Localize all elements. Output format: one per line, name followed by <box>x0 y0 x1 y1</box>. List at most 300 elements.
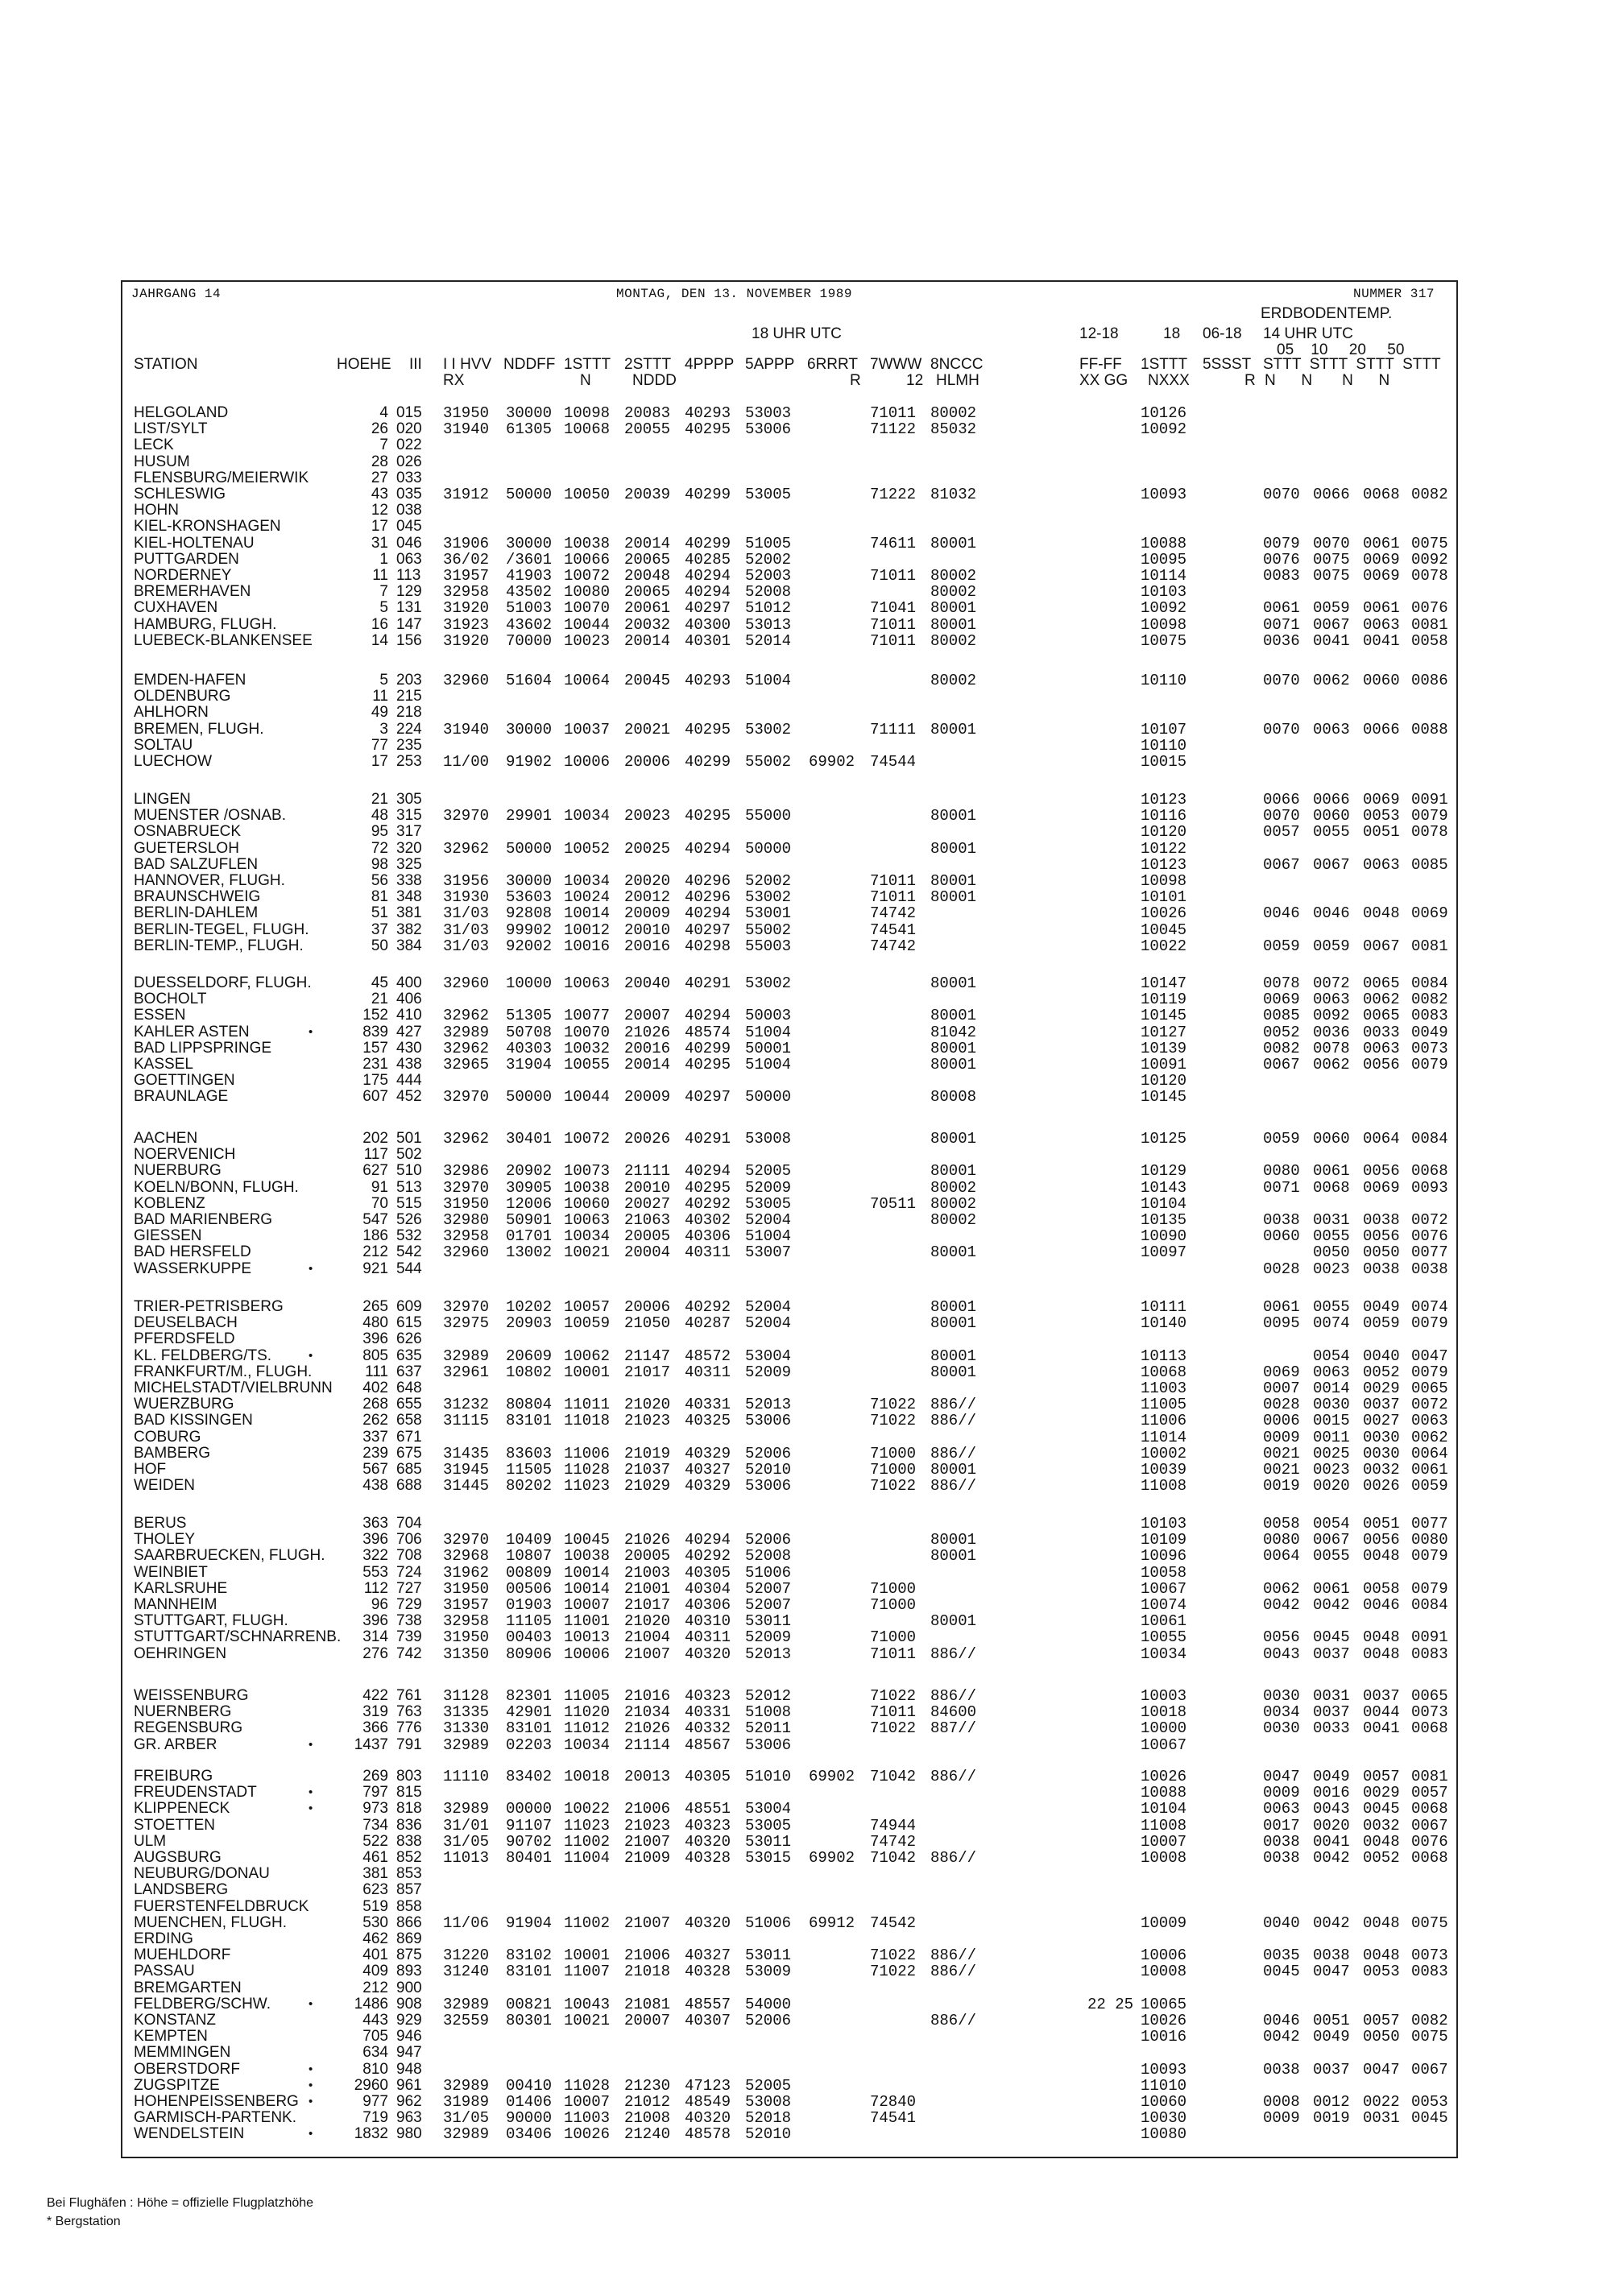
cell-2sttt: 21017 <box>624 1596 671 1614</box>
cell-4pppp: 40297 <box>685 921 731 939</box>
table-row <box>0 1980 1482 1996</box>
cell-1sttt-night: 10061 <box>1141 1612 1187 1630</box>
cell-soil-10: 0055 <box>1313 1227 1350 1245</box>
cell-soil-50: 0080 <box>1411 1531 1448 1549</box>
cell-soil-50: 0077 <box>1411 1243 1448 1261</box>
cell-4pppp: 40299 <box>685 486 731 503</box>
cell-8nccc: 80002 <box>930 672 977 689</box>
cell-nddff: 51003 <box>506 599 553 617</box>
cell-nddff: 10807 <box>506 1547 553 1565</box>
cell-4pppp: 40311 <box>685 1243 731 1261</box>
cell-4pppp: 40301 <box>685 632 731 650</box>
cell-iihvv: 31/01 <box>443 1817 490 1835</box>
station-id: 129 <box>396 583 422 600</box>
cell-soil-20: 0029 <box>1363 1784 1400 1802</box>
station-name: NEUBURG/DONAU <box>134 1865 270 1882</box>
cell-2sttt: 21034 <box>624 1703 671 1721</box>
cell-soil-10: 0037 <box>1313 2061 1350 2079</box>
station-height: 634 <box>362 2044 388 2061</box>
station-name: OEHRINGEN <box>134 1645 227 1662</box>
cell-7www: 74541 <box>870 921 917 939</box>
cell-iihvv: 31920 <box>443 632 490 650</box>
cell-2sttt: 21081 <box>624 1996 671 2013</box>
cell-5appp: 53013 <box>745 616 792 634</box>
table-row <box>0 1785 1482 1801</box>
cell-8nccc: 886// <box>930 1687 977 1705</box>
cell-2sttt: 20014 <box>624 1056 671 1074</box>
cell-soil-05: 0034 <box>1263 1703 1300 1721</box>
cell-5appp: 53004 <box>745 1800 792 1818</box>
cell-1sttt: 10068 <box>564 420 611 438</box>
station-height: 438 <box>362 1477 388 1494</box>
cell-5appp: 53011 <box>745 1833 792 1851</box>
cell-soil-10: 0051 <box>1313 2012 1350 2029</box>
cell-1sttt-night: 10111 <box>1141 1298 1187 1316</box>
table-row <box>0 1963 1482 1980</box>
cell-soil-20: 0069 <box>1363 791 1400 809</box>
cell-4pppp: 48567 <box>685 1736 731 1754</box>
cell-soil-10: 0031 <box>1313 1687 1350 1705</box>
cell-5appp: 53006 <box>745 1736 792 1754</box>
station-id: 022 <box>396 436 422 453</box>
station-height: 21 <box>371 991 388 1007</box>
cell-nddff: 10202 <box>506 1298 553 1316</box>
table-row <box>0 1228 1482 1244</box>
cell-soil-10: 0063 <box>1313 1363 1350 1381</box>
cell-2sttt: 20039 <box>624 486 671 503</box>
table-row <box>0 2045 1482 2061</box>
cell-soil-05: 0076 <box>1263 551 1300 569</box>
cell-iihvv: 32960 <box>443 974 490 992</box>
cell-soil-50: 0079 <box>1411 1056 1448 1074</box>
cell-2sttt: 21023 <box>624 1412 671 1429</box>
cell-iihvv: 31950 <box>443 1628 490 1646</box>
station-id: 203 <box>396 672 422 689</box>
cell-4pppp: 40294 <box>685 840 731 858</box>
station-id: 838 <box>396 1833 422 1850</box>
cell-4pppp: 40299 <box>685 1040 731 1057</box>
station-height: 96 <box>371 1596 388 1613</box>
cell-soil-20: 0037 <box>1363 1687 1400 1705</box>
cell-soil-20: 0022 <box>1363 2093 1400 2111</box>
cell-soil-10: 0054 <box>1313 1515 1350 1533</box>
cell-soil-20: 0068 <box>1363 486 1400 503</box>
cell-5appp: 52002 <box>745 551 792 569</box>
cell-1sttt-night: 10026 <box>1141 2012 1187 2029</box>
cell-8nccc: 80002 <box>930 632 977 650</box>
cell-1sttt: 10007 <box>564 2093 611 2111</box>
cell-2sttt: 21111 <box>624 1162 671 1180</box>
table-row <box>0 1396 1482 1413</box>
cell-soil-05: 0045 <box>1263 1963 1300 1980</box>
cell-soil-05: 0058 <box>1263 1515 1300 1533</box>
cell-5appp: 52007 <box>745 1580 792 1598</box>
cell-1sttt: 10063 <box>564 1211 611 1229</box>
cell-soil-20: 0056 <box>1363 1056 1400 1074</box>
station-id: 526 <box>396 1211 422 1228</box>
cell-1sttt: 10001 <box>564 1946 611 1964</box>
cell-nddff: 80401 <box>506 1849 553 1867</box>
cell-1sttt-night: 11006 <box>1141 1412 1187 1429</box>
cell-2sttt: 20040 <box>624 974 671 992</box>
station-id: 815 <box>396 1784 422 1801</box>
cell-soil-50: 0068 <box>1411 1719 1448 1737</box>
cell-nddff: 90000 <box>506 2109 553 2127</box>
station-name: MANNHEIM <box>134 1596 217 1613</box>
station-id: 961 <box>396 2077 422 2094</box>
table-row <box>0 1299 1482 1315</box>
station-name: STUTTGART, FLUGH. <box>134 1612 288 1629</box>
table-row <box>0 2029 1482 2045</box>
obs-time-heading: 18 UHR UTC <box>752 325 842 342</box>
cell-8nccc: 80001 <box>930 1162 977 1180</box>
cell-iihvv: 31989 <box>443 2093 490 2111</box>
cell-5appp: 51006 <box>745 1914 792 1932</box>
cell-1sttt-night: 10109 <box>1141 1531 1187 1549</box>
footnote-airport: Bei Flughäfen : Höhe = offizielle Flugplatzhöhe <box>47 2196 314 2210</box>
cell-2sttt: 21006 <box>624 1800 671 1818</box>
cell-soil-10: 0023 <box>1313 1260 1350 1278</box>
cell-2sttt: 20005 <box>624 1547 671 1565</box>
station-id: 869 <box>396 1930 422 1947</box>
station-height: 7 <box>379 436 388 453</box>
cell-8nccc: 886// <box>930 1963 977 1980</box>
cell-5appp: 51004 <box>745 1227 792 1245</box>
4pppp-heading: 4PPPP <box>685 356 735 373</box>
nddd-heading: NDDD <box>632 372 677 389</box>
cell-iihvv: 31240 <box>443 1963 490 1980</box>
cell-4pppp: 40328 <box>685 1963 731 1980</box>
station-id: 035 <box>396 486 422 503</box>
cell-5appp: 53011 <box>745 1946 792 1964</box>
table-row <box>0 705 1482 721</box>
cell-1sttt-night: 10104 <box>1141 1800 1187 1818</box>
cell-1sttt: 11006 <box>564 1445 611 1462</box>
cell-soil-20: 0049 <box>1363 1298 1400 1316</box>
station-height: 547 <box>362 1211 388 1228</box>
1sttt-night-heading: 1STTT <box>1141 356 1188 373</box>
cell-5appp: 52014 <box>745 632 792 650</box>
station-height: 719 <box>362 2109 388 2126</box>
station-id: 761 <box>396 1687 422 1704</box>
cell-5appp: 52010 <box>745 1461 792 1479</box>
cell-4pppp: 40307 <box>685 2012 731 2029</box>
cell-8nccc: 81042 <box>930 1024 977 1041</box>
cell-4pppp: 40285 <box>685 551 731 569</box>
cell-1sttt: 10055 <box>564 1056 611 1074</box>
station-id: 501 <box>396 1130 422 1147</box>
cell-4pppp: 40299 <box>685 753 731 771</box>
cell-2sttt: 21114 <box>624 1736 671 1754</box>
cell-soil-50: 0076 <box>1411 1227 1448 1245</box>
cell-2sttt: 21230 <box>624 2077 671 2095</box>
cell-2sttt: 20061 <box>624 599 671 617</box>
cell-2sttt: 20016 <box>624 1040 671 1057</box>
station-name: WEISSENBURG <box>134 1687 249 1704</box>
station-id: 946 <box>396 2028 422 2045</box>
station-name: KAHLER ASTEN <box>134 1024 250 1040</box>
cell-5appp: 52011 <box>745 1719 792 1737</box>
cell-2sttt: 20045 <box>624 672 671 689</box>
station-id: 724 <box>396 1564 422 1581</box>
station-name: AUGSBURG <box>134 1849 222 1866</box>
station-name: ERDING <box>134 1930 193 1947</box>
table-row <box>0 568 1482 584</box>
table-row <box>0 1163 1482 1179</box>
cell-1sttt: 10006 <box>564 1645 611 1663</box>
mountain-marker: • <box>309 1997 313 2011</box>
cell-5appp: 53011 <box>745 1612 792 1630</box>
cell-4pppp: 40329 <box>685 1477 731 1495</box>
cell-soil-10: 0033 <box>1313 1719 1350 1737</box>
cell-iihvv: 32965 <box>443 1056 490 1074</box>
cell-1sttt-night: 10096 <box>1141 1547 1187 1565</box>
station-height: 111 <box>365 1363 388 1380</box>
cell-1sttt-night: 10067 <box>1141 1736 1187 1754</box>
cell-4pppp: 40287 <box>685 1314 731 1332</box>
cell-2sttt: 20012 <box>624 888 671 906</box>
station-name: ESSEN <box>134 1007 186 1024</box>
cell-soil-50: 0083 <box>1411 1963 1448 1980</box>
table-row <box>0 1834 1482 1850</box>
station-name: FREUDENSTADT <box>134 1784 257 1801</box>
table-row <box>0 1429 1482 1446</box>
cell-1sttt-night: 10091 <box>1141 1056 1187 1074</box>
cell-soil-50: 0088 <box>1411 721 1448 738</box>
station-height: 553 <box>362 1564 388 1581</box>
station-name: LUECHOW <box>134 753 213 770</box>
station-name: KONSTANZ <box>134 2012 217 2029</box>
station-id: 410 <box>396 1007 422 1024</box>
station-height: 396 <box>362 1612 388 1629</box>
station-height: 81 <box>371 888 388 905</box>
cell-soil-50: 0049 <box>1411 1024 1448 1041</box>
station-height: 51 <box>371 904 388 921</box>
cell-7www: 74544 <box>870 753 917 771</box>
cell-4pppp: 40297 <box>685 599 731 617</box>
cell-1sttt-night: 10074 <box>1141 1596 1187 1614</box>
cell-5appp: 52013 <box>745 1396 792 1413</box>
cell-5appp: 53015 <box>745 1849 792 1867</box>
station-name: FUERSTENFELDBRUCK <box>134 1898 309 1915</box>
cell-4pppp: 40299 <box>685 535 731 552</box>
cell-iihvv: 32962 <box>443 840 490 858</box>
cell-nddff: 42901 <box>506 1703 553 1721</box>
cell-nddff: 90702 <box>506 1833 553 1851</box>
station-id: 688 <box>396 1477 422 1494</box>
cell-nddff: 83102 <box>506 1946 553 1964</box>
cell-soil-50: 0065 <box>1411 1687 1448 1705</box>
cell-iihvv: 31435 <box>443 1445 490 1462</box>
station-heading: STATION <box>134 356 198 373</box>
cell-8nccc: 886// <box>930 1445 977 1462</box>
cell-soil-50: 0091 <box>1411 791 1448 809</box>
cell-1sttt-night: 10119 <box>1141 991 1187 1008</box>
cell-1sttt-night: 10145 <box>1141 1088 1187 1106</box>
cell-4pppp: 40295 <box>685 1179 731 1197</box>
cell-8nccc: 80001 <box>930 872 977 890</box>
cell-4pppp: 40293 <box>685 404 731 422</box>
station-name: NUERNBERG <box>134 1703 232 1720</box>
table-row <box>0 1882 1482 1898</box>
cell-soil-10: 0060 <box>1313 807 1350 825</box>
cell-1sttt-night: 10008 <box>1141 1849 1187 1867</box>
station-name: BERUS <box>134 1515 187 1532</box>
table-row <box>0 1818 1482 1834</box>
cell-5appp: 50003 <box>745 1007 792 1024</box>
cell-soil-10: 0063 <box>1313 991 1350 1008</box>
7www-heading: 7WWW <box>870 356 922 373</box>
cell-2sttt: 20026 <box>624 1130 671 1148</box>
date-label: MONTAG, DEN 13. NOVEMBER 1989 <box>616 287 852 301</box>
r2-heading: R <box>1244 372 1256 389</box>
cell-nddff: 91902 <box>506 753 553 771</box>
cell-iihvv: 32962 <box>443 1130 490 1148</box>
cell-1sttt: 11005 <box>564 1687 611 1705</box>
cell-soil-10: 0072 <box>1313 974 1350 992</box>
cell-1sttt: 10012 <box>564 921 611 939</box>
cell-soil-20: 0061 <box>1363 535 1400 552</box>
cell-soil-10: 0050 <box>1313 1243 1350 1261</box>
table-row <box>0 1315 1482 1331</box>
cell-soil-20: 0030 <box>1363 1429 1400 1446</box>
station-name: BERLIN-TEGEL, FLUGH. <box>134 921 309 938</box>
cell-4pppp: 40306 <box>685 1596 731 1614</box>
cell-nddff: 50000 <box>506 486 553 503</box>
cell-1sttt: 10014 <box>564 1564 611 1582</box>
cell-soil-10: 0049 <box>1313 2028 1350 2046</box>
cell-soil-10: 0049 <box>1313 1768 1350 1785</box>
station-height: 186 <box>362 1227 388 1244</box>
cell-soil-05: 0067 <box>1263 856 1300 874</box>
cell-soil-50: 0078 <box>1411 567 1448 585</box>
cell-soil-50: 0076 <box>1411 1833 1448 1851</box>
cell-iihvv: 31957 <box>443 1596 490 1614</box>
cell-5appp: 52018 <box>745 2109 792 2127</box>
table-row <box>0 1147 1482 1163</box>
station-height: 530 <box>362 1914 388 1931</box>
station-id: 532 <box>396 1227 422 1244</box>
cell-1sttt: 10070 <box>564 1024 611 1041</box>
cell-soil-05: 0079 <box>1263 535 1300 552</box>
station-id: 156 <box>396 632 422 649</box>
station-name: KIEL-HOLTENAU <box>134 535 255 552</box>
station-id: 215 <box>396 688 422 705</box>
cell-iihvv: 36/02 <box>443 551 490 569</box>
cell-8nccc: 80001 <box>930 1243 977 1261</box>
cell-soil-20: 0063 <box>1363 1040 1400 1057</box>
cell-soil-50: 0093 <box>1411 1179 1448 1197</box>
cell-iihvv: 32961 <box>443 1363 490 1381</box>
cell-1sttt: 10045 <box>564 1531 611 1549</box>
cell-soil-20: 0037 <box>1363 1396 1400 1413</box>
cell-soil-10: 0014 <box>1313 1380 1350 1397</box>
r-heading: R <box>850 372 861 389</box>
cell-nddff: 43502 <box>506 583 553 601</box>
cell-soil-10: 0041 <box>1313 632 1350 650</box>
cell-iihvv: 32970 <box>443 807 490 825</box>
station-id: 866 <box>396 1914 422 1931</box>
station-id: 729 <box>396 1596 422 1613</box>
station-height: 921 <box>362 1260 388 1277</box>
station-height: 95 <box>371 823 388 840</box>
cell-5appp: 53004 <box>745 1347 792 1365</box>
cell-soil-50: 0061 <box>1411 1461 1448 1479</box>
cell-soil-20: 0062 <box>1363 991 1400 1008</box>
table-row <box>0 633 1482 649</box>
table-row <box>0 1769 1482 1785</box>
cell-1sttt: 10001 <box>564 1363 611 1381</box>
cell-1sttt-night: 10101 <box>1141 888 1187 906</box>
cell-7www: 71000 <box>870 1461 917 1479</box>
station-height: 462 <box>362 1930 388 1947</box>
cell-4pppp: 40294 <box>685 904 731 922</box>
table-row <box>0 1073 1482 1089</box>
cell-6rrrt: 69902 <box>809 1849 855 1867</box>
cell-soil-10: 0036 <box>1313 1024 1350 1041</box>
cell-nddff: 00403 <box>506 1628 553 1646</box>
station-name: KOELN/BONN, FLUGH. <box>134 1179 299 1196</box>
cell-soil-10: 0092 <box>1313 1007 1350 1024</box>
mountain-marker: • <box>309 1738 313 1752</box>
table-row <box>0 1548 1482 1564</box>
cell-2sttt: 20021 <box>624 721 671 738</box>
station-name: REGENSBURG <box>134 1719 243 1736</box>
cell-nddff: 00410 <box>506 2077 553 2095</box>
cell-soil-10: 0025 <box>1313 1445 1350 1462</box>
station-height: 319 <box>362 1703 388 1720</box>
station-height: 5 <box>379 672 388 689</box>
cell-1sttt: 10032 <box>564 1040 611 1057</box>
cell-soil-20: 0048 <box>1363 1645 1400 1663</box>
cell-1sttt-night: 10092 <box>1141 599 1187 617</box>
table-row <box>0 857 1482 873</box>
cell-4pppp: 40331 <box>685 1703 731 1721</box>
cell-1sttt-night: 10140 <box>1141 1314 1187 1332</box>
cell-4pppp: 40297 <box>685 1088 731 1106</box>
iii-heading: III <box>409 356 422 373</box>
cell-7www: 71011 <box>870 616 917 634</box>
station-name: BREMERHAVEN <box>134 583 251 600</box>
cell-1sttt: 10034 <box>564 872 611 890</box>
cell-2sttt: 20014 <box>624 632 671 650</box>
cell-iihvv: 32989 <box>443 1996 490 2013</box>
cell-5appp: 52004 <box>745 1211 792 1229</box>
cell-soil-20: 0032 <box>1363 1817 1400 1835</box>
cell-1sttt: 11012 <box>564 1719 611 1737</box>
cell-1sttt-night: 10093 <box>1141 486 1187 503</box>
cell-8nccc: 80001 <box>930 807 977 825</box>
cell-soil-10: 0075 <box>1313 551 1350 569</box>
cell-2sttt: 20055 <box>624 420 671 438</box>
cell-7www: 74742 <box>870 937 917 955</box>
cell-iihvv: 32559 <box>443 2012 490 2029</box>
station-name: MUENCHEN, FLUGH. <box>134 1914 288 1931</box>
table-row <box>0 1565 1482 1581</box>
station-height: 152 <box>362 1007 388 1024</box>
cell-soil-50: 0053 <box>1411 2093 1448 2111</box>
cell-7www: 71041 <box>870 599 917 617</box>
cell-5appp: 51004 <box>745 1024 792 1041</box>
cell-soil-10: 0062 <box>1313 1056 1350 1074</box>
cell-soil-05: 0069 <box>1263 1363 1300 1381</box>
station-id: 853 <box>396 1865 422 1882</box>
cell-nddff: 50000 <box>506 840 553 858</box>
station-height: 175 <box>362 1072 388 1089</box>
station-id: 626 <box>396 1330 422 1347</box>
cell-soil-50: 0091 <box>1411 1628 1448 1646</box>
station-name: BAD SALZUFLEN <box>134 856 259 873</box>
